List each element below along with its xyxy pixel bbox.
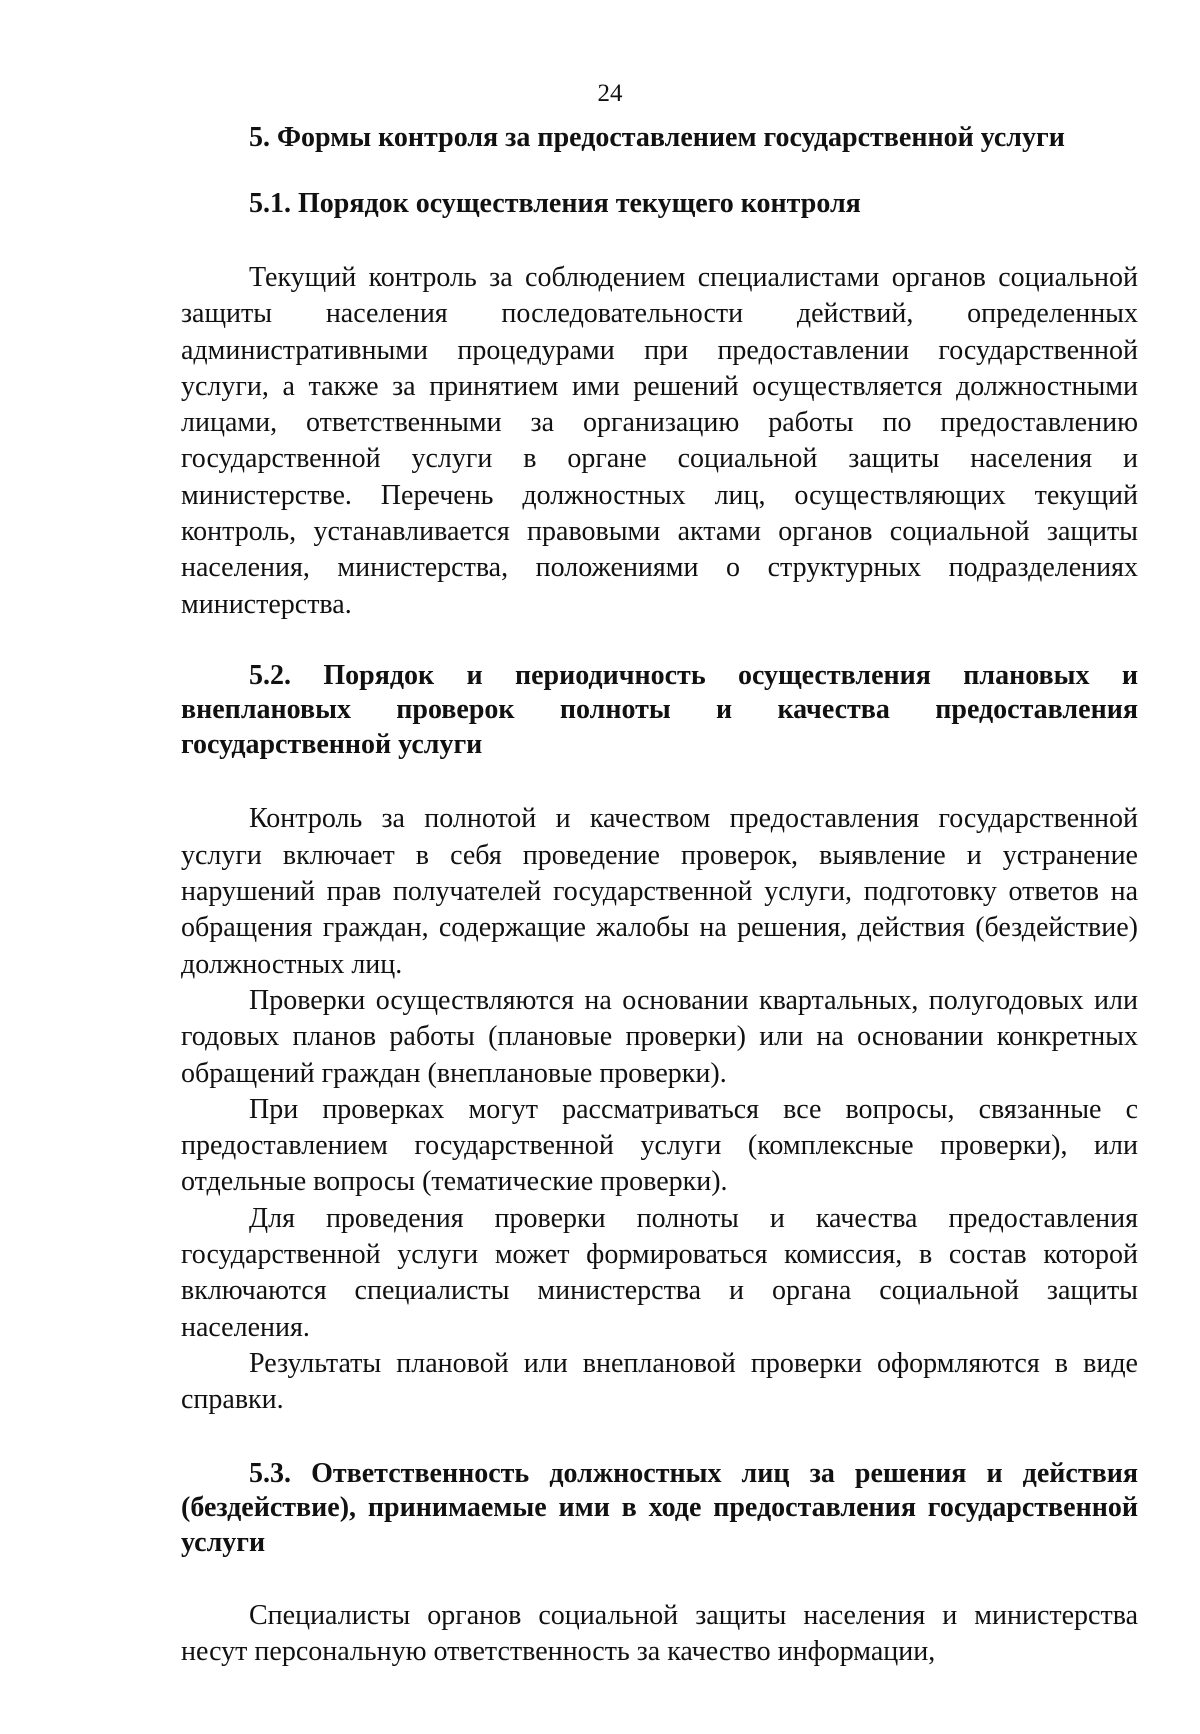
paragraph: Для проведения проверки полноты и качества предоставления государственной услуги может формироваться комиссия, в состав которой включаются специалисты министерства и органа социальной защиты населения. bbox=[181, 1202, 1138, 1343]
section-5-2 bbox=[181, 659, 1138, 1419]
paragraph: При проверках могут рассматриваться все вопросы, связанные с предоставлением государственной услуги (комплексные проверки), или отдельные вопросы (тематические проверки). bbox=[181, 1093, 1138, 1198]
paragraph: Текущий контроль за соблюдением специалистами органов социальной защиты населения последовательности действий, определенных административными процедурами при предоставлении государственной услуги, а также за принятием ими решений осуществляется должностными лицами, ответственными за организацию работы по предоставлению государственной услуги в органе социальной защиты населения и министерстве. Перечень должностных лиц, осуществляющих текущий контроль, устанавливается правовыми актами органов социальной защиты населения, министерства, положениями о структурных подразделениях министерства. bbox=[181, 262, 1138, 620]
chapter-heading: 5. Формы контроля за предоставлением государственной услуги bbox=[249, 122, 1065, 153]
paragraph: Специалисты органов социальной защиты населения и министерства несут персональную ответственность за качество информации, bbox=[181, 1600, 1138, 1668]
page-number: 24 bbox=[597, 80, 623, 107]
section-heading: 5.1. Порядок осуществления текущего контроля bbox=[249, 188, 861, 219]
paragraph: Результаты плановой или внеплановой проверки оформляются в виде справки. bbox=[181, 1347, 1138, 1416]
section-5-1 bbox=[181, 186, 1138, 623]
paragraph: Контроль за полнотой и качеством предоставления государственной услуги включает в себя проведение проверок, выявление и устранение нарушений прав получателей государственной услуги, подготовку ответов на обращения граждан, содержащие жалобы на решения, действия (бездействие) должностных лиц. bbox=[181, 803, 1138, 980]
document-body bbox=[181, 120, 1138, 1671]
section-heading: 5.2. Порядок и периодичность осуществления плановых и внеплановых проверок полноты и качества предоставления государственной услуги bbox=[181, 659, 1138, 760]
paragraph: Проверки осуществляются на основании квартальных, полугодовых или годовых планов работы (плановые проверки) или на основании конкретных обращений граждан (внеплановые проверки). bbox=[181, 984, 1138, 1089]
section-heading: 5.3. Ответственность должностных лиц за решения и действия (бездействие), принимаемые ими в ходе предоставления государственной услуги bbox=[181, 1457, 1138, 1558]
section-5-3 bbox=[181, 1457, 1138, 1671]
